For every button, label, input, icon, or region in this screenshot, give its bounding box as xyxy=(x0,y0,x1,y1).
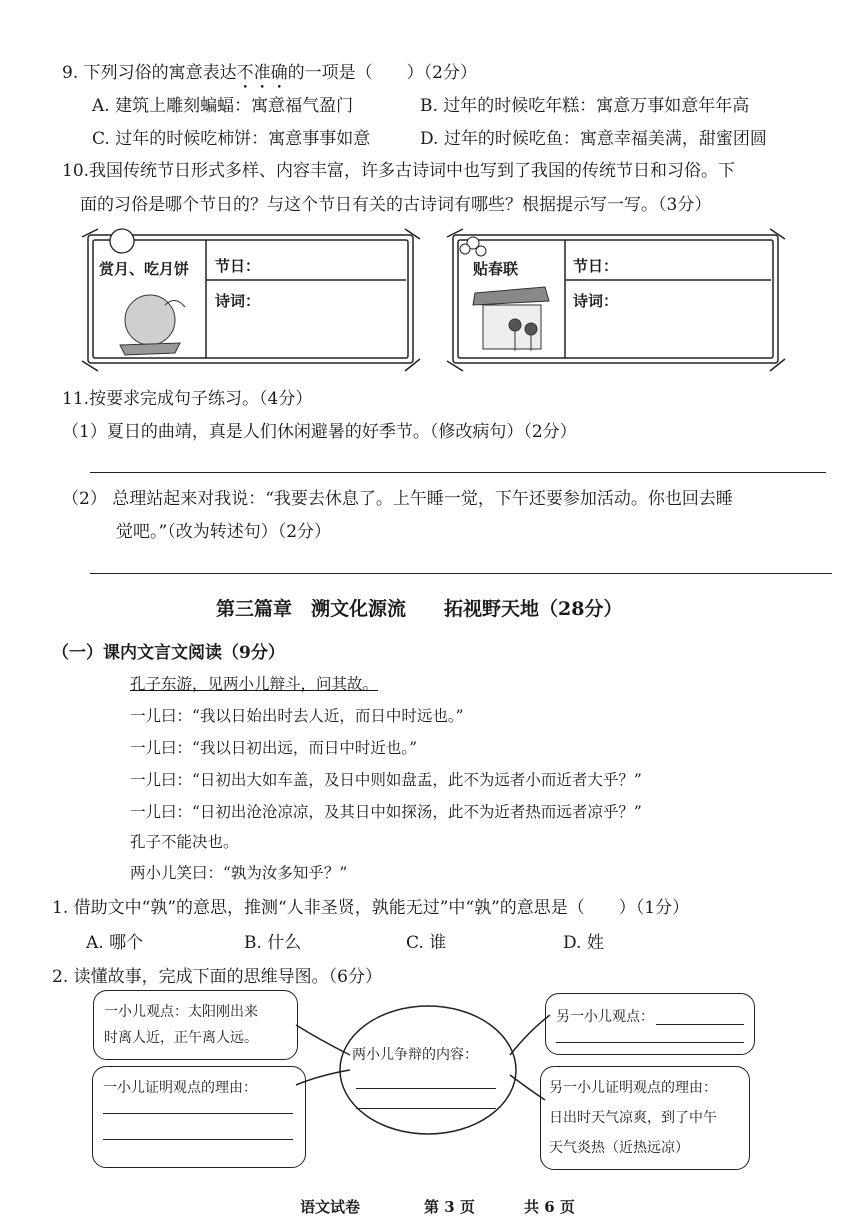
q10-line1: 10.我国传统节日形式多样、内容丰富，许多古诗词中也写到了我国的传统节日和习俗。下 xyxy=(62,161,736,181)
q9-option-b: B. 过年的时候吃年糕：寓意万事如意年年高 xyxy=(420,96,750,116)
passage-line-5: 一儿曰：“日初出沧沧凉凉，及其日中如探汤，此不为近者热而远者凉乎？” xyxy=(130,803,642,821)
part1-q2-stem: 2. 读懂故事，完成下面的思维导图。（6分） xyxy=(52,967,382,987)
q9-option-a: A. 建筑上雕刻蝙蝠：寓意福气盈门 xyxy=(92,96,354,116)
passage-line-2: 一儿曰：“我以日始出时去人近，而日中时远也。” xyxy=(130,707,464,725)
q11-sentence2-line1: （2） 总理站起来对我说：“我要去休息了。上午睡一觉，下午还要参加活动。你也回去睡 xyxy=(62,489,733,509)
mindmap-center-answer-line-2 xyxy=(356,1108,496,1109)
mindmap-right-top-label: 另一小儿观点： xyxy=(556,1009,654,1025)
q11-sentence1: （1）夏日的曲靖，真是人们休闲避暑的好季节。（修改病句）（2分） xyxy=(62,422,577,442)
card2-festival-label: 节日： xyxy=(573,257,619,275)
mindmap-left-top-box xyxy=(93,990,298,1060)
answer-line-2 xyxy=(90,573,832,574)
passage-line-1: 孔子东游，见两小儿辩斗，问其故。 xyxy=(130,675,379,693)
mindmap-right-top-box xyxy=(545,993,755,1055)
mindmap-right-answer-line-2 xyxy=(556,1042,744,1043)
card1-poem-label: 诗词： xyxy=(215,292,261,310)
mindmap-left-answer-line-1 xyxy=(103,1113,293,1114)
mindmap-right-bottom-line1: 另一小儿证明观点的理由： xyxy=(549,1080,717,1096)
q9-option-c: C. 过年的时候吃柿饼：寓意事事如意 xyxy=(92,129,371,149)
q11-sentence2-line2: 觉吧。”（改为转述句）（2分） xyxy=(116,522,332,542)
q10-line2: 面的习俗是哪个节日的？与这个节日有关的古诗词有哪些？根据提示写一写。（3分） xyxy=(80,195,712,215)
part1-title: （一）课内文言文阅读（9分） xyxy=(52,643,285,663)
moon-icon xyxy=(110,229,185,355)
part1-q1-option-a: A. 哪个 xyxy=(86,933,144,953)
part1-q1-stem: 1. 借助文中“孰”的意思，推测“人非圣贤，孰能无过”中“孰”的意思是（ ）（1分） xyxy=(52,898,690,918)
footer-subject: 语文试卷 xyxy=(300,1198,361,1216)
mindmap-center-label: 两小儿争辩的内容： xyxy=(352,1047,478,1063)
mindmap-right-bottom-box xyxy=(540,1066,750,1170)
section3-title: 第三篇章 溯文化源流 拓视野天地（28分） xyxy=(216,598,623,620)
passage-line-4: 一儿曰：“日初出大如车盖，及日中则如盘盂，此不为远者小而近者大乎？” xyxy=(130,771,642,789)
passage-line-7: 两小儿笑曰：“孰为汝多知乎？” xyxy=(130,864,348,882)
card2-poem-label: 诗词： xyxy=(573,292,619,310)
mindmap-center-answer-line-1 xyxy=(356,1088,496,1089)
card2-custom: 贴春联 xyxy=(473,260,519,278)
part1-q1-option-b: B. 什么 xyxy=(244,933,302,953)
footer-page: 第 3 页 xyxy=(424,1198,475,1216)
house-icon xyxy=(473,287,549,351)
part1-q1-option-d: D. 姓 xyxy=(563,933,604,953)
card1-custom: 赏月、吃月饼 xyxy=(99,260,190,278)
mindmap-left-bottom-label: 一小儿证明观点的理由： xyxy=(103,1080,257,1096)
q11-title: 11.按要求完成句子练习。（4分） xyxy=(62,389,313,409)
q9-emphasis: 不准确 xyxy=(236,63,288,83)
footer-total: 共 6 页 xyxy=(524,1198,575,1216)
passage-line-3: 一儿曰：“我以日初出远，而日中时近也。” xyxy=(130,739,418,757)
mindmap-left-bottom-box xyxy=(92,1066,306,1168)
mindmap-left-top-line2: 时离人近，正午离人远。 xyxy=(104,1030,258,1046)
answer-line-1 xyxy=(90,472,826,473)
mindmap-left-top-line1: 一小儿观点：太阳刚出来 xyxy=(104,1004,258,1020)
mindmap-right-answer-line-1 xyxy=(656,1024,744,1025)
q9-stem: 9. 下列习俗的寓意表达不准确的一项是（ ）（2分） xyxy=(62,63,477,83)
q9-option-d: D. 过年的时候吃鱼：寓意幸福美满，甜蜜团圆 xyxy=(420,129,767,149)
mindmap-right-bottom-line3: 天气炎热（近热远凉） xyxy=(549,1140,689,1156)
card1-festival-label: 节日： xyxy=(215,257,261,275)
passage-line-6: 孔子不能决也。 xyxy=(130,833,239,851)
part1-q1-option-c: C. 谁 xyxy=(406,933,447,953)
mindmap-left-answer-line-2 xyxy=(103,1139,293,1140)
mindmap-right-bottom-line2: 日出时天气凉爽，到了中午 xyxy=(549,1110,717,1126)
